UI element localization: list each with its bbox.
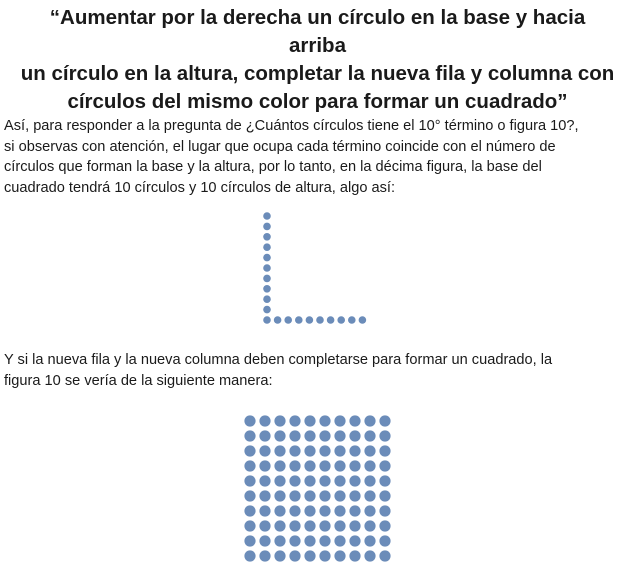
square-circle (259, 505, 270, 516)
square-circle (379, 535, 390, 546)
square-circle (364, 535, 375, 546)
square-circle (244, 550, 255, 561)
square-circle (349, 415, 360, 426)
square-circle (334, 415, 345, 426)
square-circle (334, 535, 345, 546)
square-circle (289, 535, 300, 546)
square-circle (244, 460, 255, 471)
square-circle (319, 520, 330, 531)
square-circle (364, 415, 375, 426)
square-circle (334, 445, 345, 456)
square-circle (349, 550, 360, 561)
square-circle (319, 475, 330, 486)
square-circle (289, 475, 300, 486)
square-circle (259, 415, 270, 426)
square-circle (304, 550, 315, 561)
square-circle (364, 460, 375, 471)
paragraph2-line-1: Y si la nueva fila y la nueva columna deben completarse para formar un cuadrado, la (4, 352, 553, 368)
square-circle (289, 505, 300, 516)
square-circle (379, 445, 390, 456)
square-circle (244, 415, 255, 426)
square-circle (274, 505, 285, 516)
square-circle (259, 535, 270, 546)
square-circle (379, 460, 390, 471)
square-circle (304, 490, 315, 501)
square-circle (364, 490, 375, 501)
square-circle (334, 550, 345, 561)
square-circle (289, 445, 300, 456)
square-circle (334, 460, 345, 471)
paragraph1-line-4: cuadrado tendrá 10 círculos y 10 círculos de altura, algo así: (4, 179, 396, 196)
square-circle (379, 520, 390, 531)
square-circle (274, 430, 285, 441)
square-circle (289, 415, 300, 426)
paragraph1-line-1: Así, para responder a la pregunta de ¿Cuántos círculos tiene el 10° término o figura 10?, (4, 118, 579, 134)
square-circle (274, 445, 285, 456)
square-circle (364, 520, 375, 531)
square-circle (304, 520, 315, 531)
square-circle (319, 415, 330, 426)
square-circle (379, 415, 390, 426)
square-circle (379, 475, 390, 486)
square-circle (349, 445, 360, 456)
square-circle (304, 460, 315, 471)
square-circle (364, 475, 375, 486)
square-circle (379, 490, 390, 501)
square-circle (379, 505, 390, 516)
square-circle (274, 535, 285, 546)
square-circle (259, 460, 270, 471)
square-circle (304, 430, 315, 441)
square-circle (244, 475, 255, 486)
square-circle (259, 520, 270, 531)
title-line-3: círculos del mismo color para formar un cuadrado” (67, 90, 568, 113)
square-circle (259, 490, 270, 501)
square-circle (289, 490, 300, 501)
square-circle (304, 415, 315, 426)
square-circle (349, 505, 360, 516)
square-circle (319, 430, 330, 441)
square-circle (349, 430, 360, 441)
square-circle (289, 430, 300, 441)
square-circle (274, 550, 285, 561)
square-circle (289, 460, 300, 471)
square-circle (334, 475, 345, 486)
square-circle (304, 535, 315, 546)
square-circle (319, 445, 330, 456)
square-circle (364, 430, 375, 441)
square-circle (379, 550, 390, 561)
paragraph1-line-3: círculos que forman la base y la altura, por lo tanto, en la décima figura, la base del (4, 159, 542, 175)
square-circle (334, 490, 345, 501)
square-circle (349, 535, 360, 546)
title-line-2: un círculo en la altura, completar la nueva fila y columna con (20, 62, 615, 85)
square-circle (334, 520, 345, 531)
square-circle (274, 490, 285, 501)
square-circle (349, 460, 360, 471)
square-circle (274, 415, 285, 426)
square-circle (319, 535, 330, 546)
square-circle (319, 490, 330, 501)
paragraph1-line-2: si observas con atención, el lugar que ocupa cada término coincide con el número de (4, 138, 556, 155)
square-circle (334, 430, 345, 441)
square-circle (259, 430, 270, 441)
square-circle (349, 490, 360, 501)
square-circle (379, 430, 390, 441)
title-line-1: “Aumentar por la derecha un círculo en la base y hacia arriba (49, 6, 586, 57)
square-circle (259, 550, 270, 561)
square-circle (349, 520, 360, 531)
square-circle (334, 505, 345, 516)
square-circle (364, 445, 375, 456)
paragraph2-line-2: figura 10 se vería de la siguiente manera: (4, 372, 273, 389)
square-circle (364, 550, 375, 561)
square-circle (244, 445, 255, 456)
square-circle (259, 445, 270, 456)
square-circle (304, 475, 315, 486)
square-circle (244, 505, 255, 516)
square-circle (259, 475, 270, 486)
square-circle (244, 535, 255, 546)
square-circle (364, 505, 375, 516)
square-circle (319, 550, 330, 561)
square-circle (244, 520, 255, 531)
square-circle (274, 475, 285, 486)
square-circle (289, 520, 300, 531)
square-circle (274, 460, 285, 471)
square-circle (289, 550, 300, 561)
square-circle (319, 505, 330, 516)
square-circle (244, 490, 255, 501)
square-circle (304, 445, 315, 456)
square-circle (304, 505, 315, 516)
square-circle (244, 430, 255, 441)
square-circle (319, 460, 330, 471)
square-circle (349, 475, 360, 486)
square-circle (274, 520, 285, 531)
